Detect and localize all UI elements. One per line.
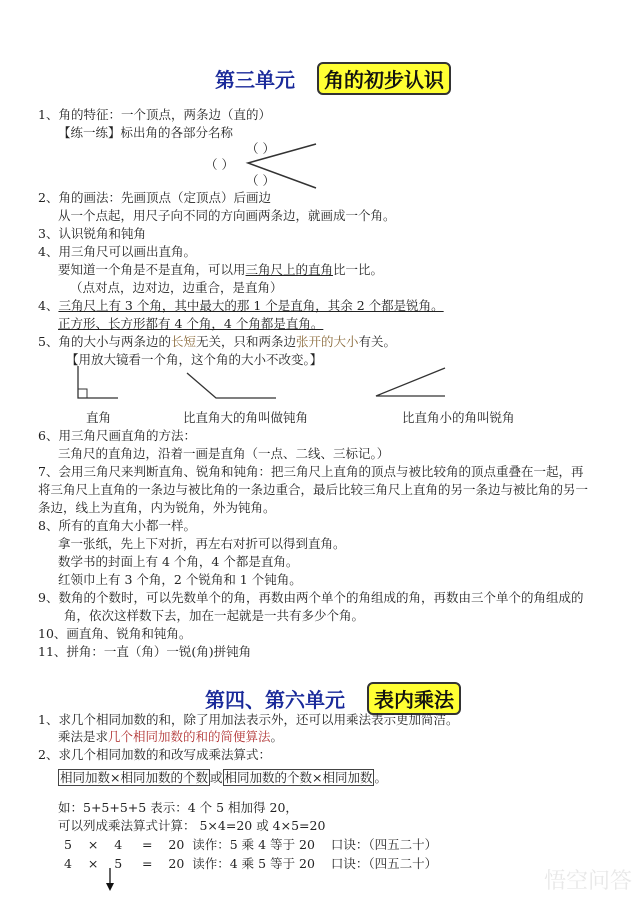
formula-box: 相同加数的个数×相同加数 bbox=[224, 770, 373, 785]
text-line bbox=[58, 728, 283, 746]
text-line: （点对点，边对边，边重合，是直角） bbox=[70, 280, 283, 295]
text-line bbox=[58, 261, 383, 279]
unit3-topic-badge: 角的初步认识 bbox=[317, 62, 451, 95]
paren-bottom: （ ） bbox=[246, 173, 275, 188]
text-line: 如：5+5+5+5 表示：4 个 5 相加得 20， bbox=[58, 800, 298, 815]
text-line: 1、角的特征：一个顶点，两条边（直的） bbox=[38, 107, 271, 122]
text-line: 三角尺的直角边，沿着一画是直角（一点、二线、三标记。） bbox=[58, 446, 390, 461]
right-angle-figure bbox=[78, 366, 118, 398]
down-arrow-icon bbox=[105, 868, 115, 892]
text-line: 【用放大镜看一个角，这个角的大小不改变。】 bbox=[66, 352, 323, 367]
acute-angle-figure bbox=[376, 368, 445, 396]
highlight-text: 几个相同加数的和的简便算法 bbox=[108, 729, 271, 744]
text: 比一比。 bbox=[333, 262, 384, 277]
text-line bbox=[38, 333, 396, 351]
formula-line bbox=[58, 769, 387, 787]
label-obtuse-angle: 比直角大的角叫做钝角 bbox=[183, 410, 309, 425]
text-line: 4、用三角尺可以画出直角。 bbox=[38, 244, 196, 259]
underlined-text: 三角尺上的直角 bbox=[245, 262, 334, 277]
text-line: 红领巾上有 3 个角，2 个锐角和 1 个钝角。 bbox=[58, 572, 302, 587]
text-line: 2、角的画法：先画顶点（定顶点）后画边 bbox=[38, 190, 271, 205]
text-line: 8、所有的直角大小都一样。 bbox=[38, 518, 196, 533]
angle-figures bbox=[0, 360, 640, 410]
text-line: 10、画直角、锐角和钝角。 bbox=[38, 626, 192, 641]
unit3-title: 第三单元 bbox=[215, 68, 295, 92]
underlined-text: 三角尺上有 3 个角，其中最大的那 1 个是直角，其余 2 个都是锐角。 bbox=[58, 298, 444, 313]
angle-diagram bbox=[240, 140, 320, 190]
text-line: 6、用三角尺画直角的方法： bbox=[38, 428, 196, 443]
text: 无关，只和两条边 bbox=[195, 334, 296, 349]
equation-line: 5 × 4 = 20 读作：5 乘 4 等于 20 口诀：（四五二十） bbox=[64, 837, 438, 852]
label-acute-angle: 比直角小的角叫锐角 bbox=[402, 410, 515, 425]
text-line: 【练一练】标出角的各部分名称 bbox=[58, 125, 234, 140]
label-right-angle: 直角 bbox=[86, 410, 112, 425]
text: 。 bbox=[270, 729, 284, 744]
text-line: 将三角尺上直角的一条边与被比角的一条边重合，最后比较三角尺上直角的另一条边与被比角的另一 bbox=[38, 482, 589, 497]
text: 乘法是求 bbox=[58, 729, 109, 744]
text-line: 条边，线上为直角，内为锐角，外为钝角。 bbox=[38, 500, 276, 515]
unit3-heading bbox=[215, 62, 451, 95]
text: 4、 bbox=[38, 298, 59, 313]
text-line: 3、认识锐角和钝角 bbox=[38, 226, 146, 241]
equation-line: 4 × 5 = 20 读作：4 乘 5 等于 20 口诀：（四五二十） bbox=[64, 856, 438, 871]
text-line: 拿一张纸，先上下对折，再左右对折可以得到直角。 bbox=[58, 536, 346, 551]
formula-box: 相同加数×相同加数的个数 bbox=[60, 770, 208, 785]
text-line bbox=[38, 297, 444, 315]
text-line: 11、拼角：一直（角）一锐(角)拼钝角 bbox=[38, 644, 252, 659]
paren-top: （ ） bbox=[246, 141, 275, 156]
text: 。 bbox=[374, 770, 387, 785]
text-line: 可以列成乘法算式计算： 5×4=20 或 4×5=20 bbox=[58, 818, 326, 833]
text-line: 角，依次这样数下去，加在一起就是一共有多少个角。 bbox=[64, 608, 365, 623]
text: 或 bbox=[209, 770, 223, 785]
unit4-title: 第四、第六单元 bbox=[205, 688, 345, 712]
text: 5、角的大小与两条边的 bbox=[38, 334, 171, 349]
text-line: 1、求几个相同加数的和，除了用加法表示外，还可以用乘法表示更加简洁。 bbox=[38, 712, 459, 727]
text: 有关。 bbox=[358, 334, 397, 349]
text-line: 9、数角的个数时，可以先数单个的角，再数由两个单个的角组成的角，再数由三个单个的角组成的 bbox=[38, 590, 584, 605]
text-line: 7、会用三角尺来判断直角、锐角和钝角：把三角尺上直角的顶点与被比较角的顶点重叠在一起，再 bbox=[38, 464, 584, 479]
underlined-line: 正方形、长方形都有 4 个角，4 个角都是直角。 bbox=[58, 316, 324, 331]
text: 要知道一个角是不是直角，可以用 bbox=[58, 262, 246, 277]
obtuse-angle-figure bbox=[187, 373, 276, 398]
text-line: 数学书的封面上有 4 个角，4 个都是直角。 bbox=[58, 554, 299, 569]
text-line: 2、求几个相同加数的和改写成乘法算式： bbox=[38, 747, 271, 762]
highlight-text: 张开的大小 bbox=[296, 334, 359, 349]
paren-left: （ ） bbox=[205, 157, 234, 172]
watermark: 悟空问答 bbox=[543, 869, 632, 894]
text-line: 从一个点起，用尺子向不同的方向画两条边，就画成一个角。 bbox=[58, 208, 396, 223]
unit4-topic-badge: 表内乘法 bbox=[367, 682, 461, 715]
highlight-text: 长短 bbox=[170, 334, 196, 349]
